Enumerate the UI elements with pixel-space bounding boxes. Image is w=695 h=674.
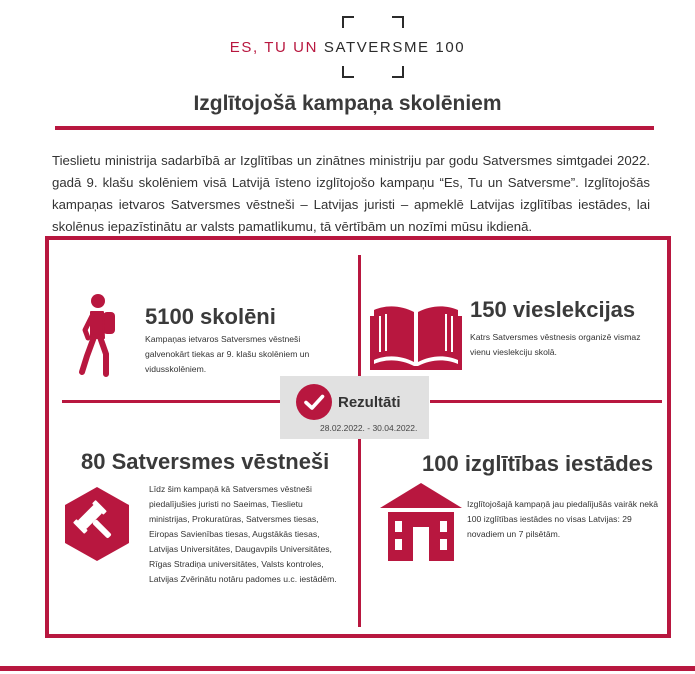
intro-paragraph: Tieslietu ministrija sadarbībā ar Izglītības un zinātnes ministriju par godu Satversmes simtgadei 2022. gadā 9. klašu skolēniem visā Latvijā īsteno izglītojošo kampaņu “Es, Tu un Satversme”. Izglītojošās kampaņas ietvaros Satversmes vēstneši – Latvijas juristi – apmeklē Latvijas izglītības iestādes, lai skolēnus iepazīstinātu ar valsts pamatlikumu, tā vērtībām un nozīmi mūsu ikdienā. [52,153,650,234]
ambassadors-count: 80 Satversmes vēstneši [81,449,330,474]
results-label: Rezultāti [338,394,401,411]
vertical-divider [358,255,361,627]
students-description: Kampaņas ietvaros Satversmes vēstneši galvenokārt tiekas ar 9. klašu skolēniem un vidusskolēniem. [145,334,310,374]
results-dates: 28.02.2022. - 30.04.2022. [320,423,418,433]
title-divider [55,126,654,130]
horizontal-divider-right [430,400,662,403]
logo [0,39,695,56]
lectures-count: 150 vieslekcijas [470,297,636,322]
ambassadors-description: Līdz šim kampaņā kā Satversmes vēstneši piedalījušies juristi no Saeimas, Tieslietu ministrijas, Prokuratūras, Satversmes tiesas, Eiropas Savienības tiesas, Augstākās tiesas, Latvijas Universitātes, Daugavpils Universitātes, Rīgas Stradiņa universitātes, Valsts kontroles, Latvijas Zvērinātu notāru padomes u.c. iestādēm. [149,484,337,584]
students-count: 5100 skolēni [145,304,276,329]
lectures-description: Katrs Satversmes vēstnesis organizē vismaz vienu vieslekciju skolā. [470,332,641,357]
open-book-icon [370,300,462,381]
page-title: Izglītojošā kampaņa skolēniem [193,92,502,115]
logo-part-2: SATVERSME 100 [323,39,466,56]
institutions-count: 100 izglītības iestādes [422,451,654,476]
hiker-icon [78,292,126,383]
results-box [280,376,429,439]
horizontal-divider-left [62,400,282,403]
checkmark-icon [296,384,332,420]
logo-part-1: ES, TU UN [229,39,319,56]
institutions-description: Izglītojošajā kampaņā jau piedalījušās vairāk nekā 100 izglītības iestādes no visas Latvijas: 29 novadiem un 7 pilsētām. [467,499,659,539]
bottom-divider [0,666,695,671]
school-building-icon [380,483,462,568]
gavel-icon [64,486,130,567]
